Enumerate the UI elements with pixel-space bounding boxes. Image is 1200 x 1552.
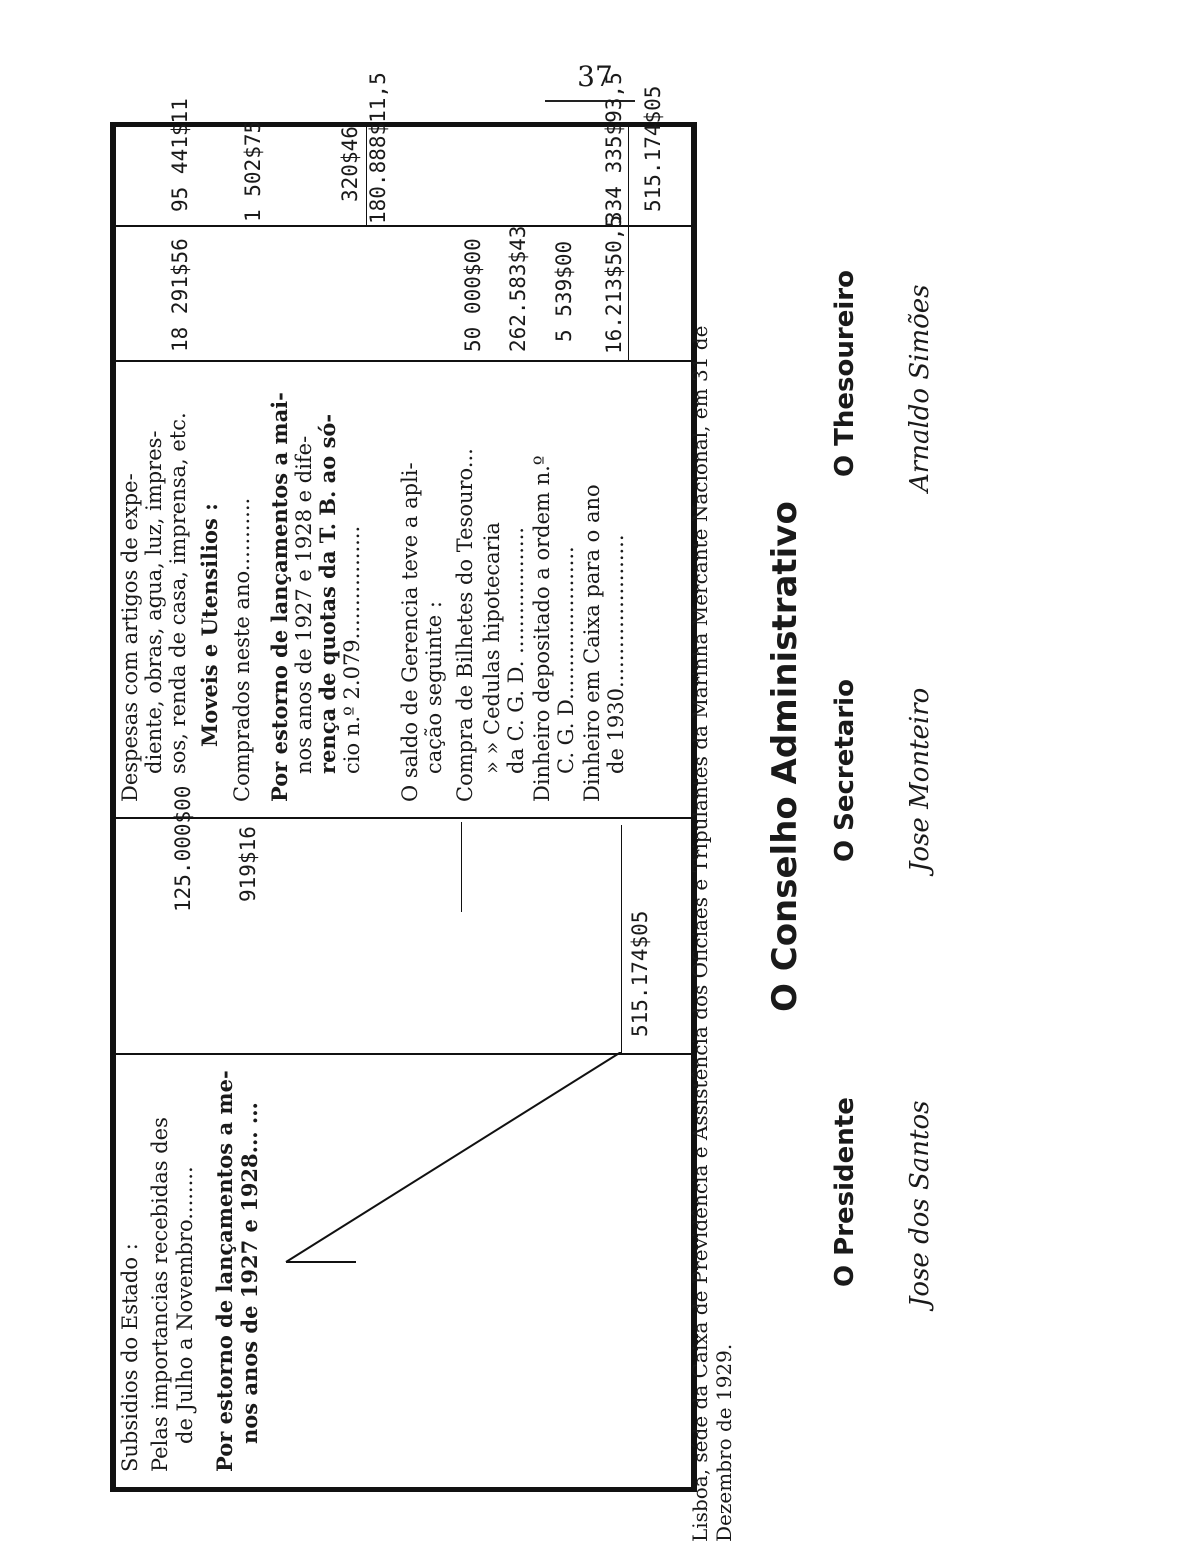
right-estorno-line1: Por estorno de lançamentos a mai-	[267, 392, 292, 802]
right-dinheiro-line1: Dinheiro depositado a ordem n.º	[530, 455, 554, 802]
footer-line-2: Dezembro de 1929.	[712, 1343, 736, 1542]
right-caixa-value: 16.213$50,5	[602, 214, 626, 354]
right-estorno-line4: cio n.º 2.079.................	[340, 525, 364, 774]
right-comprados-value: 1 502$75	[241, 120, 265, 222]
right-cedulas-line1: » » Cedulas hipotecaria	[480, 522, 504, 774]
right-desp-line1: Despesas com artigos de expe-	[118, 473, 142, 802]
right-desp-value: 18 291$56	[168, 238, 192, 352]
right-saldo-line2: cação seguinte :	[422, 601, 446, 774]
left-item1-line2: de Julho a Novembro........	[173, 1166, 197, 1444]
fill-diagonal-line	[116, 1052, 691, 1492]
left-item1-value: 125.000$00	[171, 785, 195, 912]
signatory-name-treasurer: Arnaldo Simões	[905, 284, 935, 492]
center-divider-rule	[116, 817, 691, 819]
left-total: 515.174$05	[628, 910, 652, 1037]
signatory-name-secretary: Jose Monteiro	[905, 687, 935, 872]
footer-text	[688, 102, 736, 1542]
right-estorno-line2: nos anos de 1927 e 1928 e dife-	[292, 435, 316, 774]
signatory-role-president: O Presidente	[830, 1097, 860, 1287]
right-estorno-line3: rença de quotas da T. B. ao só-	[315, 413, 340, 774]
signatory-role-secretary: O Secretario	[830, 679, 860, 862]
right-bilhetes-value: 50 000$00	[461, 238, 485, 352]
right-saldo-line1: O saldo de Gerencia teve a apli-	[398, 462, 422, 802]
right-saldo-total: 334 335$93,5	[602, 72, 626, 224]
right-caixa-line2: de 1930.......................	[604, 534, 628, 774]
right-sub2-value: 180.888$11,5	[366, 72, 390, 224]
right-dinheiro-value: 5 539$00	[552, 240, 576, 342]
left-item2-line2: nos anos de 1927 e 1928... ...	[237, 1102, 262, 1444]
right-moveis-heading: Moveis e Utensilios :	[197, 503, 222, 747]
right-cedulas-value: 262.583$43	[506, 225, 530, 352]
right-caixa-line1: Dinheiro em Caixa para o ano	[580, 484, 604, 802]
left-heading: Subsidios do Estado :	[118, 1243, 142, 1472]
left-value-rule	[461, 822, 462, 912]
signatory-role-treasurer: O Thesoureiro	[830, 270, 860, 477]
signatory-name-president: Jose dos Santos	[905, 1100, 935, 1307]
right-value-column-rule	[116, 360, 691, 362]
left-total-rule	[621, 825, 622, 1055]
right-cedulas-line2: da C. G. D. ...................	[504, 527, 528, 774]
right-comprados: Comprados neste ano...........	[230, 497, 254, 802]
council-heading: O Conselho Administrativo	[765, 501, 805, 1012]
right-estorno-value: 320$46	[338, 126, 362, 202]
left-item1-line1: Pelas importancias recebidas des	[148, 1117, 172, 1472]
right-bilhetes: Compra de Bilhetes do Tesouro...	[453, 448, 477, 802]
right-subtotal-rule	[628, 127, 629, 362]
right-sub1-value: 95 441$11	[168, 98, 192, 212]
right-dinheiro-line2: C. G. D.......................	[554, 546, 578, 774]
right-total: 515.174$05	[641, 85, 665, 212]
page-number: 37	[577, 60, 613, 93]
left-item2-value: 919$16	[236, 826, 260, 902]
footer-line-1: Lisboa, séde da Caixa de Previdência e Assistência dos Oficiaes e Tripulantes da Marinha Mercante Nacional, em 31 de	[688, 325, 712, 1542]
right-desp-line2: diente, obras, agua, luz, impres-	[142, 430, 166, 774]
right-desp-line3: sos, renda de casa, imprensa, etc.	[166, 412, 190, 774]
left-item2-line1: Por estorno de lançamentos a me-	[212, 1070, 237, 1472]
